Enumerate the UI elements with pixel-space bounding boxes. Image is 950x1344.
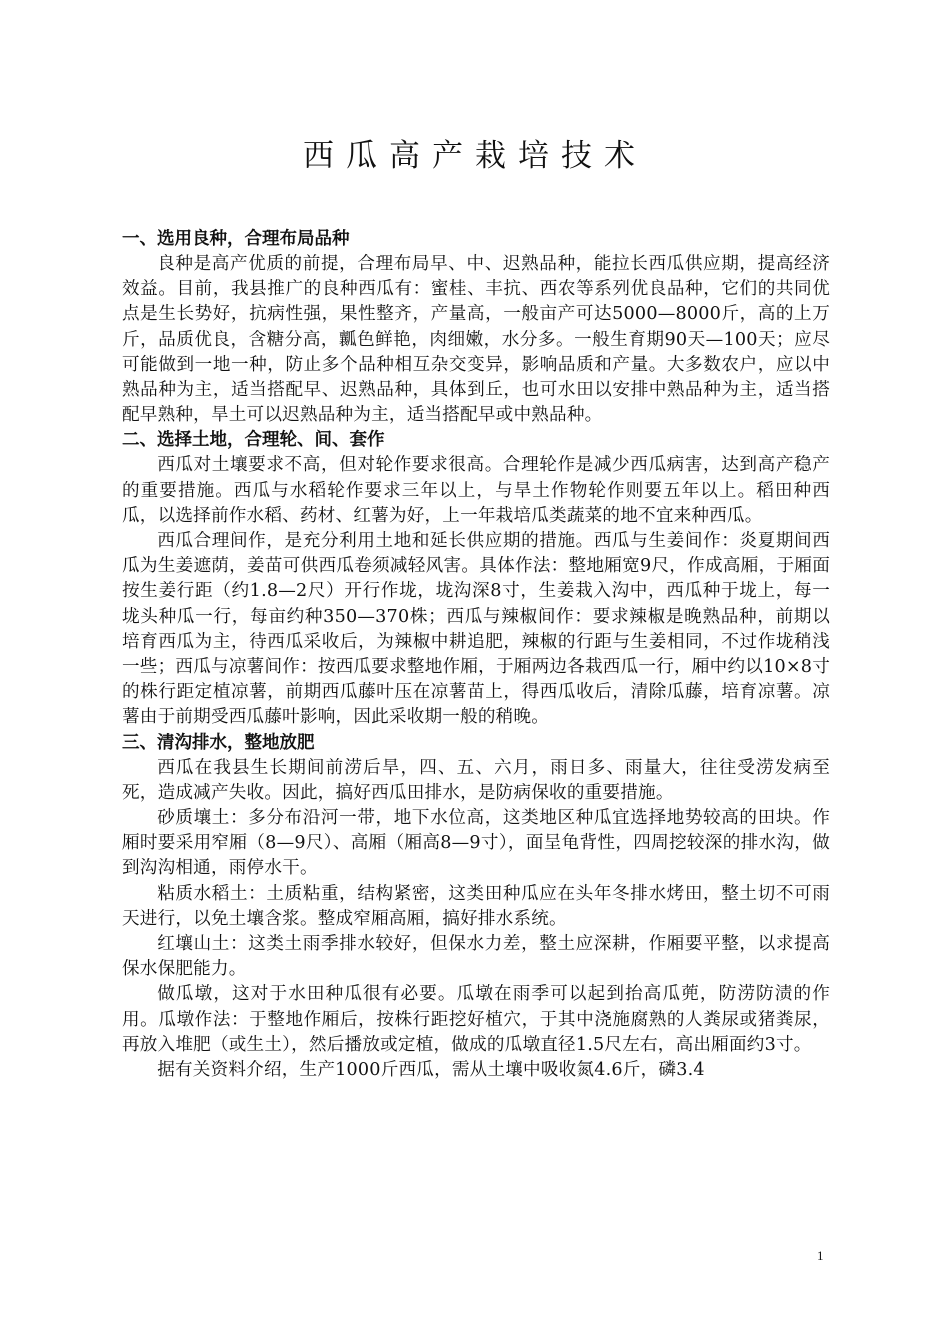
paragraph: 良种是高产优质的前提，合理布局早、中、迟熟品种，能拉长西瓜供应期，提高经济效益。目前，我县推广的良种西瓜有：蜜桂、丰抗、西农等系列优良品种，它们的共同优点是生长势好，抗病性强，果性整齐，产量高，一般亩产可达5000—8000斤，高的上万斤，品质优良，含糖分高，瓤色鲜艳，肉细嫩，水分多。一般生育期90天—100天；应尽可能做到一地一种，防止多个品种相互杂交变异，影响品质和产量。大多数农户，应以中熟品种为主，适当搭配早、迟熟品种，具体到丘，也可水田以安排中熟品种为主，适当搭配早熟种，旱土可以迟熟品种为主，适当搭配早或中熟品种。 <box>122 254 830 426</box>
paragraph: 西瓜合理间作，是充分利用土地和延长供应期的措施。西瓜与生姜间作：炎夏期间西瓜为生姜遮荫，姜苗可供西瓜卷须减轻风害。具体作法：整地厢宽9尺，作成高厢，于厢面按生姜行距（约1.8—2尺）开行作垅，垅沟深8寸，生姜栽入沟中，西瓜种于垅上，每一垅头种瓜一行，每亩约种350—370株；西瓜与辣椒间作：要求辣椒是晚熟品种，前期以培育西瓜为主，待西瓜采收后，为辣椒中耕追肥，辣椒的行距与生姜相同，不过作垅稍浅一些；西瓜与凉薯间作：按西瓜要求整地作厢，于厢两边各栽西瓜一行，厢中约以10×8寸的株行距定植凉薯，前期西瓜藤叶压在凉薯苗上，得西瓜收后，清除瓜藤，培育凉薯。凉薯由于前期受西瓜藤叶影响，因此采收期一般的稍晚。 <box>122 531 830 728</box>
paragraph: 做瓜墩，这对于水田种瓜很有必要。瓜墩在雨季可以起到抬高瓜蔸，防涝防渍的作用。瓜墩作法：于整地作厢后，按株行距挖好植穴，于其中浇施腐熟的人粪尿或猪粪尿，再放入堆肥（或生土），然后播放或定植，做成的瓜墩直径1.5尺左右，高出厢面约3寸。 <box>122 984 830 1055</box>
paragraph: 西瓜对土壤要求不高，但对轮作要求很高。合理轮作是减少西瓜病害，达到高产稳产的重要措施。西瓜与水稻轮作要求三年以上，与旱土作物轮作则要五年以上。稻田种西瓜，以选择前作水稻、药材、红薯为好，上一年栽培瓜类蔬菜的地不宜来种西瓜。 <box>122 455 830 526</box>
section-heading-3: 三、清沟排水，整地放肥 <box>122 732 315 753</box>
paragraph: 西瓜在我县生长期间前涝后旱，四、五、六月，雨日多、雨量大，往往受涝发病至死，造成减产失收。因此，搞好西瓜田排水，是防病保收的重要措施。 <box>122 757 830 803</box>
page-number: 1 <box>817 1248 824 1263</box>
paragraph: 砂质壤土：多分布沿河一带，地下水位高，这类地区种瓜宜选择地势较高的田块。作厢时要采用窄厢（8—9尺）、高厢（厢高8—9寸），面呈龟背性，四周挖较深的排水沟，做到沟沟相通，雨停水干。 <box>122 808 830 879</box>
section-heading-1: 一、选用良种，合理布局品种 <box>122 229 350 249</box>
paragraph: 粘质水稻土：土质粘重，结构紧密，这类田种瓜应在头年冬排水烤田，整土切不可雨天进行，以免土壤含浆。整成窄厢高厢，搞好排水系统。 <box>122 883 830 929</box>
section-heading-2: 二、选择土地，合理轮、间、套作 <box>122 430 385 451</box>
paragraph: 据有关资料介绍，生产1000斤西瓜，需从土壤中吸收氮4.6斤，磷3.4 <box>157 1060 705 1081</box>
page-title: 西瓜高产栽培技术 <box>303 138 647 174</box>
paragraph: 红壤山土：这类土雨季排水较好，但保水力差，整土应深耕，作厢要平整，以求提高保水保肥能力。 <box>122 934 830 980</box>
document-body <box>122 227 830 1083</box>
